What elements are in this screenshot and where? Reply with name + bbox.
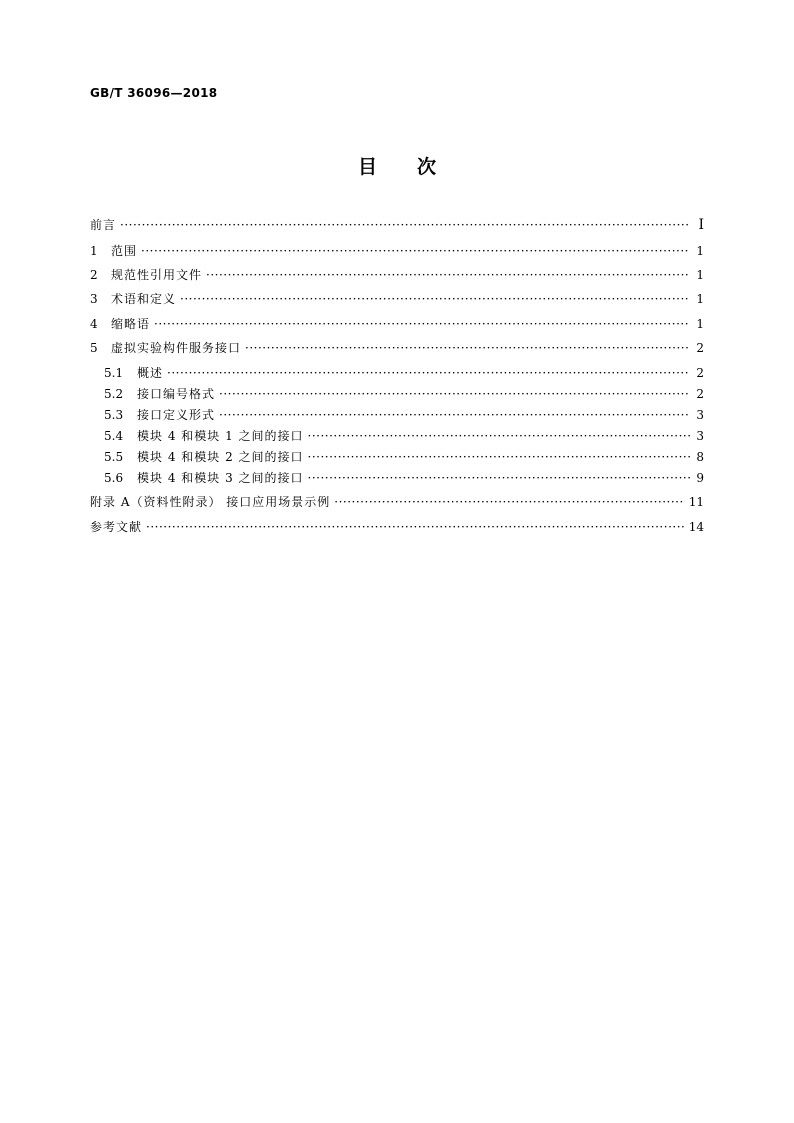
toc-entry-abbreviations[interactable] [90, 315, 704, 333]
toc-leader-dots [180, 290, 690, 308]
toc-entry-number: 5 [90, 341, 98, 355]
toc-leader-dots [245, 339, 690, 357]
toc-entry-service-interface[interactable] [90, 339, 704, 357]
toc-entry-appendix-a[interactable] [90, 493, 704, 511]
toc-entry-page: 1 [696, 317, 704, 331]
toc-entry-interface-4-1[interactable] [104, 427, 704, 445]
toc-leader-dots [308, 448, 690, 466]
toc-entry-label: 模块 4 和模块 3 之间的接口 [137, 471, 304, 485]
toc-leader-dots [206, 266, 690, 284]
toc-entry-page: 11 [688, 495, 704, 509]
toc-entry-number: 3 [90, 292, 98, 306]
toc-entry-label: 接口编号格式 [137, 387, 216, 401]
toc-entry-number: 5.3 [104, 408, 124, 422]
toc-leader-dots [219, 406, 690, 424]
toc-entry-number: 5.1 [104, 366, 124, 380]
toc-entry-label: 虚拟实验构件服务接口 [111, 341, 242, 355]
toc-entry-number: 5.2 [104, 387, 124, 401]
standard-number: GB/T 36096—2018 [90, 86, 218, 100]
toc-leader-dots [154, 315, 690, 333]
toc-entry-page: Ⅰ [698, 217, 704, 233]
toc-entry-label: 范围 [111, 244, 138, 258]
toc-entry-label: 参考文献 [90, 520, 143, 534]
toc-entry-definition-form[interactable] [104, 406, 704, 424]
toc-entry-page: 9 [696, 471, 704, 485]
toc-entry-interface-4-2[interactable] [104, 448, 704, 466]
toc-entry-page: 14 [688, 520, 704, 534]
toc-leader-dots [120, 216, 690, 234]
toc-entry-label: 附录 A（资料性附录） 接口应用场景示例 [90, 495, 331, 509]
toc-entry-label: 术语和定义 [111, 292, 177, 306]
toc-entry-number: 2 [90, 268, 98, 282]
toc-entry-number: 5.4 [104, 429, 124, 443]
toc-entry-number: 1 [90, 244, 98, 258]
toc-leader-dots [308, 469, 690, 487]
toc-leader-dots [334, 493, 684, 511]
toc-entry-page: 1 [696, 292, 704, 306]
toc-entry-scope[interactable] [90, 242, 704, 260]
toc-entry-foreword[interactable] [90, 216, 704, 234]
toc-entry-label: 模块 4 和模块 2 之间的接口 [137, 450, 304, 464]
toc-entry-page: 3 [696, 408, 704, 422]
toc-entry-numbering-format[interactable] [104, 385, 704, 403]
toc-entry-page: 3 [696, 429, 704, 443]
toc-entry-bibliography[interactable] [90, 518, 704, 536]
toc-entry-label: 缩略语 [111, 317, 151, 331]
toc-entry-page: 2 [696, 341, 704, 355]
toc-entry-label: 接口定义形式 [137, 408, 216, 422]
toc-entry-page: 1 [696, 244, 704, 258]
toc-entry-page: 2 [696, 387, 704, 401]
toc-entry-label: 规范性引用文件 [111, 268, 203, 282]
toc-leader-dots [219, 385, 690, 403]
toc-entry-normative-references[interactable] [90, 266, 704, 284]
toc-entry-overview[interactable] [104, 364, 704, 382]
toc-entry-page: 8 [696, 450, 704, 464]
toc-leader-dots [167, 364, 690, 382]
toc-entry-number: 5.6 [104, 471, 124, 485]
toc-entry-label: 概述 [137, 366, 164, 380]
toc-entry-label: 模块 4 和模块 1 之间的接口 [137, 429, 304, 443]
toc-entry-number: 4 [90, 317, 98, 331]
toc-entry-terms-definitions[interactable] [90, 290, 704, 308]
toc-entry-number: 5.5 [104, 450, 124, 464]
page-title: 目次 [357, 156, 476, 178]
toc-leader-dots [146, 518, 685, 536]
toc-entry-label: 前言 [90, 218, 117, 232]
toc-leader-dots [308, 427, 690, 445]
toc-leader-dots [141, 242, 690, 260]
toc-entry-interface-4-3[interactable] [104, 469, 704, 487]
toc-entry-page: 2 [696, 366, 704, 380]
toc-entry-page: 1 [696, 268, 704, 282]
